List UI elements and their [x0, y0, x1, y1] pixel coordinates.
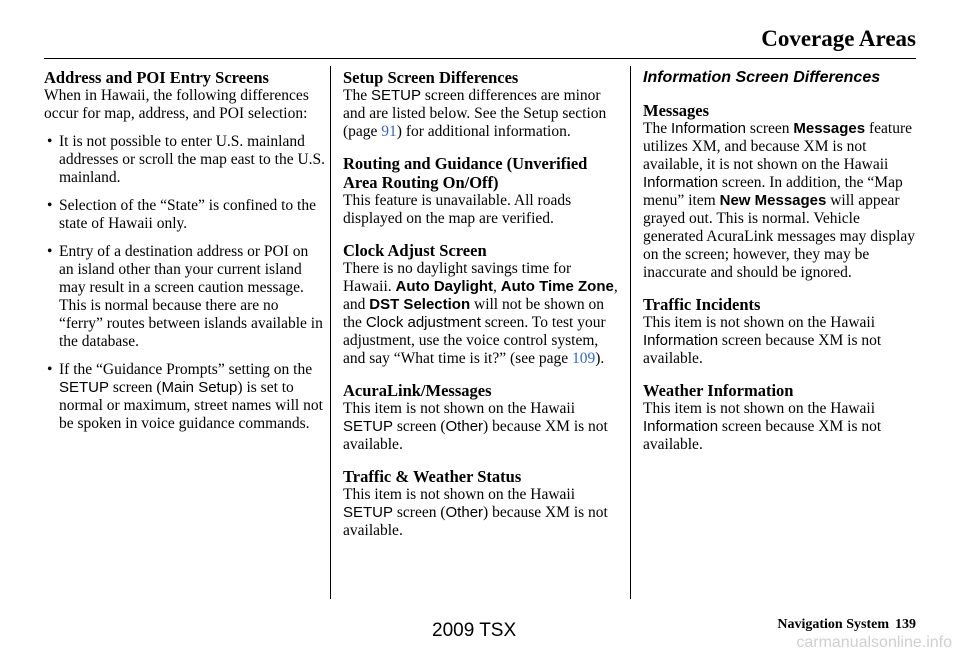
auto-daylight-term: Auto Daylight [395, 278, 494, 295]
dst-selection-term: DST Selection [369, 296, 471, 313]
messages-term: Messages [793, 120, 866, 137]
page-title: Coverage Areas [761, 26, 916, 51]
setup-term: SETUP [343, 418, 394, 435]
column-middle [343, 68, 619, 540]
section-heading: Setup Screen Differences [343, 68, 519, 87]
section-heading: Routing and Guidance (Unverified Area Routing On/Off) [343, 154, 588, 192]
bullet-item: • If the “Guidance Prompts” setting on the SETUP screen (Main Setup) is set to normal or maximum, street names will not be spoken in voice guidance commands. [44, 361, 326, 433]
clock-adjustment-term: Clock adjustment [365, 314, 481, 331]
subsection-heading: Weather Information [643, 381, 794, 400]
information-term: Information [643, 332, 719, 349]
section-heading: Address and POI Entry Screens [44, 68, 269, 87]
information-term: Information [670, 120, 747, 137]
section-heading: AcuraLink/Messages [343, 381, 492, 400]
page-link[interactable]: 91 [381, 123, 397, 140]
page-number: 139 [895, 617, 916, 632]
auto-time-zone-term: Auto Time Zone [500, 278, 614, 295]
column-right [643, 68, 921, 454]
section-heading: Traffic & Weather Status [343, 467, 522, 486]
column-left [44, 68, 326, 433]
other-term: Other [445, 504, 484, 521]
paragraph: The Information screen Messages feature utilizes XM, and because XM is not available, it is not shown on the Hawaii Information screen. In addition, the “Map menu” item New Messages will appear grayed out. This is normal. Vehicle generated AcuraLink messages may display on the screen; however, they may be inaccurate and should be ignored. [643, 120, 916, 281]
paragraph: This item is not shown on the Hawaii Information screen because XM is not available. [643, 400, 882, 453]
paragraph: This item is not shown on the Hawaii SETUP screen (Other) because XM is not available. [343, 400, 608, 453]
setup-term: SETUP [59, 379, 110, 396]
column-divider [630, 66, 631, 599]
header-rule [44, 58, 916, 59]
section-heading: Clock Adjust Screen [343, 241, 487, 260]
subsection-heading: Messages [643, 101, 709, 120]
main-setup-term: Main Setup [161, 379, 238, 396]
subsection-heading: Traffic Incidents [643, 295, 761, 314]
information-term: Information [643, 174, 719, 191]
page-footer [777, 617, 916, 633]
paragraph: This item is not shown on the Hawaii Information screen because XM is not available. [643, 314, 882, 367]
bullet-list [44, 133, 326, 433]
paragraph: There is no daylight savings time for Hawaii. Auto Daylight, Auto Time Zone, and DST Selection will not be shown on the Clock adjustment screen. To test your adjustment, use the voice control system, and say “What time is it?” (see page 109). [343, 260, 618, 367]
new-messages-term: New Messages [719, 192, 827, 209]
page-link[interactable]: 109 [571, 350, 596, 367]
paragraph: This item is not shown on the Hawaii SETUP screen (Other) because XM is not available. [343, 486, 608, 539]
paragraph: When in Hawaii, the following differences occur for map, address, and POI selection: [44, 87, 309, 122]
paragraph: This feature is unavailable. All roads displayed on the map are verified. [343, 192, 572, 227]
column-divider [330, 66, 331, 599]
bullet-item: • It is not possible to enter U.S. mainland addresses or scroll the map east to the U.S. mainland. [44, 133, 326, 187]
section-heading: Information Screen Differences [643, 69, 881, 86]
paragraph: The SETUP screen differences are minor and are listed below. See the Setup section (page 91) for additional information. [343, 87, 607, 140]
model-label: 2009 TSX [432, 620, 517, 641]
information-term: Information [643, 418, 719, 435]
other-term: Other [445, 418, 484, 435]
setup-term: SETUP [343, 504, 394, 521]
bullet-item: • Selection of the “State” is confined to the state of Hawaii only. [44, 197, 326, 233]
setup-term: SETUP [370, 87, 421, 104]
watermark: carmanualsonline.info [796, 634, 952, 651]
section-name: Navigation System [777, 617, 889, 632]
bullet-item: • Entry of a destination address or POI on an island other than your current island may result in a screen caution message. This is normal because there are no “ferry” routes between islands available in the database. [44, 243, 326, 351]
